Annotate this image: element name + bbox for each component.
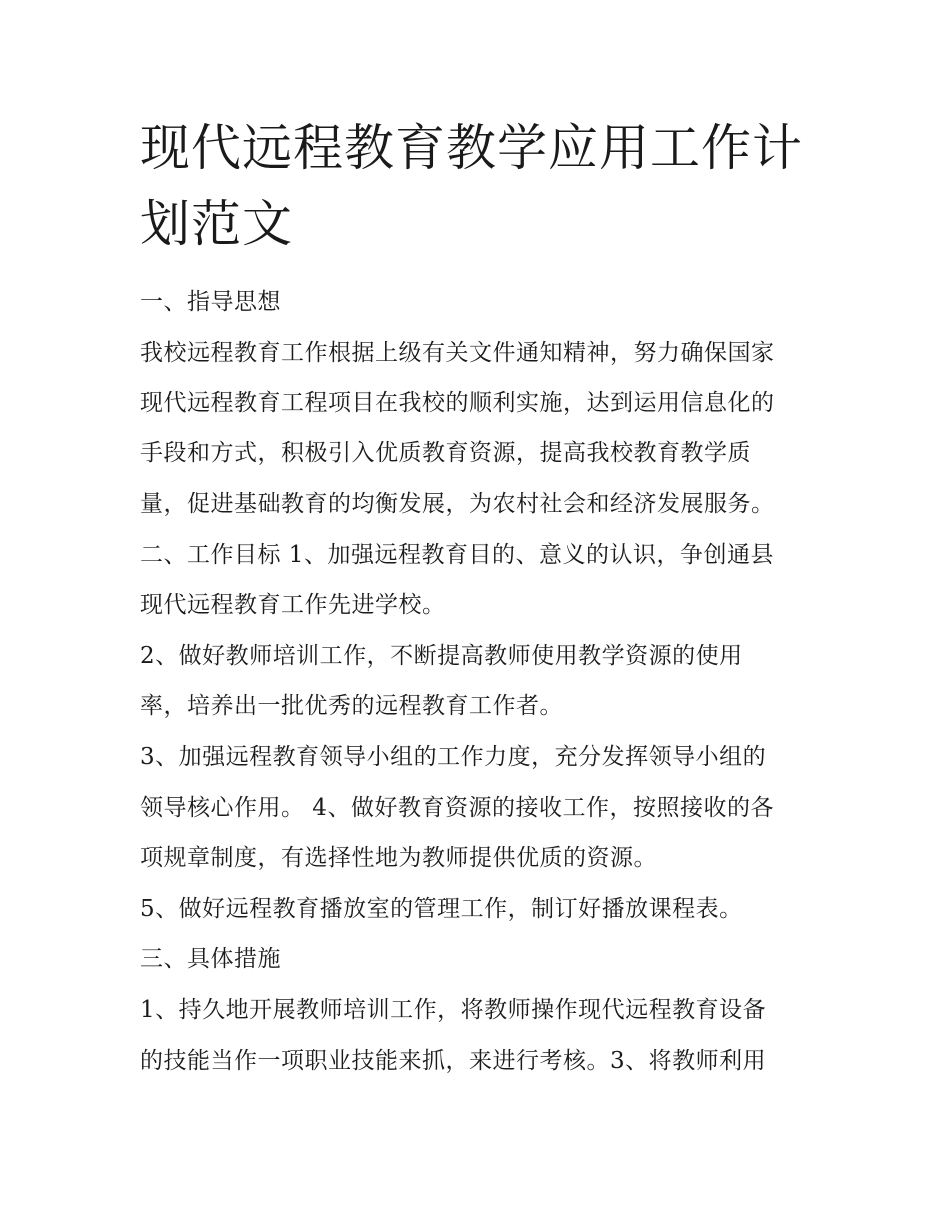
body-line: 3、加强远程教育领导小组的工作力度，充分发挥领导小组的 xyxy=(140,744,767,770)
body-line: 领导核心作用。 4、做好教育资源的接收工作，按照接收的各 xyxy=(140,795,774,821)
body-line: 项规章制度，有选择性地为教师提供优质的资源。 xyxy=(140,845,657,871)
body-line: 1、持久地开展教师培训工作，将教师操作现代远程教育设备 xyxy=(140,997,767,1023)
body-line: 现代远程教育工程项目在我校的顺利实施，达到运用信息化的 xyxy=(140,390,775,416)
body-line: 的技能当作一项职业技能来抓，来进行考核。3、将教师利用 xyxy=(140,1048,767,1074)
body-line: 手段和方式，积极引入优质教育资源，提高我校教育教学质 xyxy=(140,440,751,466)
section-heading-work-goals: 二、工作目标 1、加强远程教育目的、意义的认识，争创通县 xyxy=(140,542,774,568)
body-line: 我校远程教育工作根据上级有关文件通知精神，努力确保国家 xyxy=(140,340,775,366)
body-line: 量，促进基础教育的均衡发展，为农村社会和经济发展服务。 xyxy=(140,491,775,517)
document-title: 现代远程教育教学应用工作计划范文 xyxy=(140,119,803,253)
body-line: 2、做好教师培训工作，不断提高教师使用教学资源的使用 xyxy=(140,643,743,669)
body-line: 率，培养出一批优秀的远程教育工作者。 xyxy=(140,693,563,719)
body-line: 5、做好远程教育播放室的管理工作，制订好播放课程表。 xyxy=(140,896,743,922)
section-heading-guiding-ideology: 一、指导思想 xyxy=(140,289,281,315)
body-line: 现代远程教育工作先进学校。 xyxy=(140,592,446,618)
section-heading-specific-measures: 三、具体措施 xyxy=(140,946,281,972)
